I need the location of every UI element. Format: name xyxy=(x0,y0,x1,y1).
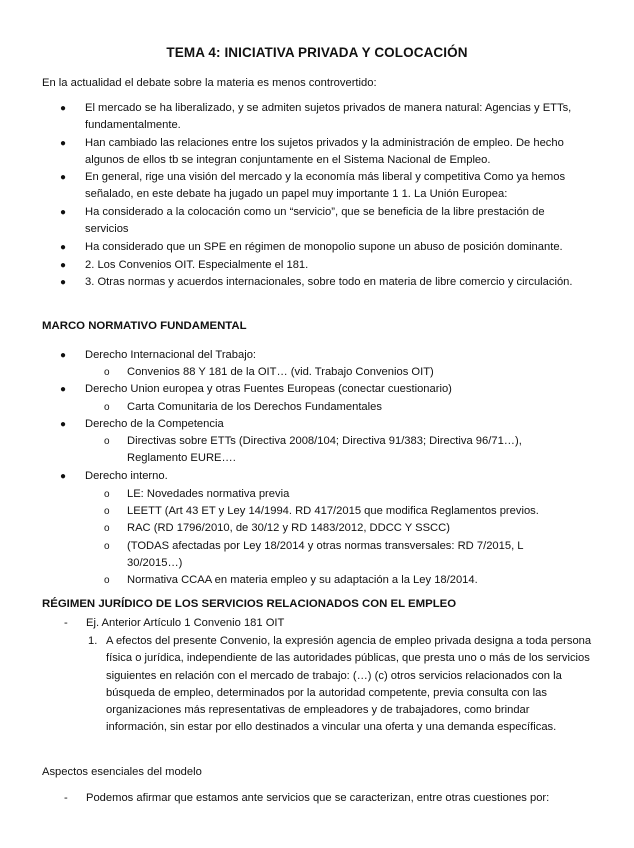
list-item xyxy=(60,468,580,485)
list-item-text: Derecho interno. xyxy=(85,470,168,482)
list-item-text: Derecho Internacional del Trabajo: xyxy=(85,349,257,361)
bullet-marker: ● xyxy=(60,260,67,271)
list-item-text: En general, rige una visión del mercado y la economía más liberal y competitiva Como ya hemos señalado, en este debate ha jugado un papel muy importante 1 1. La Unión Europea: xyxy=(85,171,566,200)
aspectos-paragraph: Aspectos esenciales del modelo xyxy=(42,766,202,778)
list-item-text: Ha considerado que un SPE en régimen de monopolio supone un abuso de posición dominante. xyxy=(85,241,563,253)
bullet-marker: ● xyxy=(60,172,67,183)
numbered-list-item xyxy=(88,633,593,737)
sub-bullet-marker: o xyxy=(104,367,110,378)
sub-bullet-marker: o xyxy=(104,402,110,413)
intro-paragraph: En la actualidad el debate sobre la materia es menos controvertido: xyxy=(42,77,377,89)
dash-list-item-text: Podemos afirmar que estamos ante servicios que se caracterizan, entre otras cuestiones por: xyxy=(86,792,550,804)
sub-list-item-text: (TODAS afectadas por Ley 18/2014 y otras normas transversales: RD 7/2015, L 30/2015…) xyxy=(127,540,524,569)
list-item-text: Han cambiado las relaciones entre los sujetos privados y la administración de empleo. De hecho algunos de ellos tb se integran conjuntamente en el Sistema Nacional de Empleo. xyxy=(85,137,564,166)
sub-list-item xyxy=(104,433,574,467)
bullet-marker: ● xyxy=(60,350,67,361)
dash-list-item xyxy=(64,790,584,806)
list-item xyxy=(60,169,580,203)
sub-bullet-marker: o xyxy=(104,541,110,552)
list-item xyxy=(60,204,580,238)
sub-list-item xyxy=(104,503,574,520)
sub-list-item-text: Directivas sobre ETTs (Directiva 2008/104; Directiva 91/383; Directiva 96/71…), Reglamento EURE…. xyxy=(127,435,522,464)
dash-list-item xyxy=(64,615,584,631)
sub-list-item-text: RAC (RD 1796/2010, de 30/12 y RD 1483/2012, DDCC Y SSCC) xyxy=(127,522,450,534)
list-item-text: El mercado se ha liberalizado, y se admiten sujetos privados de manera natural: Agencias y ETTs, fundamentalmente. xyxy=(85,102,572,131)
bullet-marker: ● xyxy=(60,471,67,482)
numbered-list-item-text: A efectos del presente Convenio, la expresión agencia de empleo privada designa a toda persona física o jurídica, independiente de las autoridades públicas, que presta uno o más de los servicios siguientes en relación con el mercado de trabajo: (…) (c) otros servicios relacionados con la búsqueda de empleo, determinados por la autoridad competente, previa consulta con las organizaciones más representativas de empleadores y de trabajadores, como brindar información, sin estar por ello destinados a vincular una oferta y una demanda específicas. xyxy=(106,635,592,734)
sub-bullet-marker: o xyxy=(104,489,110,500)
bullet-marker: ● xyxy=(60,103,67,114)
list-item-text: 3. Otras normas y acuerdos internacionales, sobre todo en materia de libre comercio y circulación. xyxy=(85,276,573,288)
list-item xyxy=(60,381,580,398)
list-item-text: 2. Los Convenios OIT. Especialmente el 181. xyxy=(85,259,309,271)
list-item xyxy=(60,100,580,134)
list-item-text: Derecho de la Competencia xyxy=(85,418,224,430)
sub-list-item-text: Normativa CCAA en materia empleo y su adaptación a la Ley 18/2014. xyxy=(127,574,478,586)
list-item xyxy=(60,416,580,433)
sub-list-item-text: LE: Novedades normativa previa xyxy=(127,488,290,500)
sub-list-item-text: LEETT (Art 43 ET y Ley 14/1994. RD 417/2015 que modifica Reglamentos previos. xyxy=(127,505,539,517)
sub-list-item xyxy=(104,538,574,572)
list-item-text: Ha considerado a la colocación como un “servicio”, que se beneficia de la libre prestación de servicios xyxy=(85,206,545,235)
dash-marker: - xyxy=(64,617,68,629)
number-marker: 1. xyxy=(88,635,98,647)
dash-list-item-text: Ej. Anterior Artículo 1 Convenio 181 OIT xyxy=(86,617,285,629)
sub-list-item-text: Convenios 88 Y 181 de la OIT… (vid. Trabajo Convenios OIT) xyxy=(127,366,434,378)
list-item xyxy=(60,274,580,291)
dash-marker: - xyxy=(64,792,68,804)
sub-list-item xyxy=(104,399,574,416)
bullet-marker: ● xyxy=(60,138,67,149)
sub-list-item xyxy=(104,364,574,381)
bullet-marker: ● xyxy=(60,207,67,218)
section-heading-marco: MARCO NORMATIVO FUNDAMENTAL xyxy=(42,320,247,332)
sub-bullet-marker: o xyxy=(104,523,110,534)
sub-list-item xyxy=(104,486,574,503)
sub-bullet-marker: o xyxy=(104,506,110,517)
sub-list-item xyxy=(104,520,574,537)
list-item xyxy=(60,135,580,169)
bullet-marker: ● xyxy=(60,384,67,395)
document-title: TEMA 4: INICIATIVA PRIVADA Y COLOCACIÓN xyxy=(166,45,468,60)
sub-bullet-marker: o xyxy=(104,575,110,586)
bullet-marker: ● xyxy=(60,277,67,288)
list-item xyxy=(60,257,580,274)
list-item-text: Derecho Union europea y otras Fuentes Europeas (conectar cuestionario) xyxy=(85,383,452,395)
list-item xyxy=(60,239,580,256)
bullet-marker: ● xyxy=(60,242,67,253)
list-item xyxy=(60,347,580,364)
sub-list-item-text: Carta Comunitaria de los Derechos Fundamentales xyxy=(127,401,382,413)
section-heading-regimen: RÉGIMEN JURÍDICO DE LOS SERVICIOS RELACIONADOS CON EL EMPLEO xyxy=(42,598,457,610)
bullet-marker: ● xyxy=(60,419,67,430)
sub-bullet-marker: o xyxy=(104,436,110,447)
sub-list-item xyxy=(104,572,574,589)
